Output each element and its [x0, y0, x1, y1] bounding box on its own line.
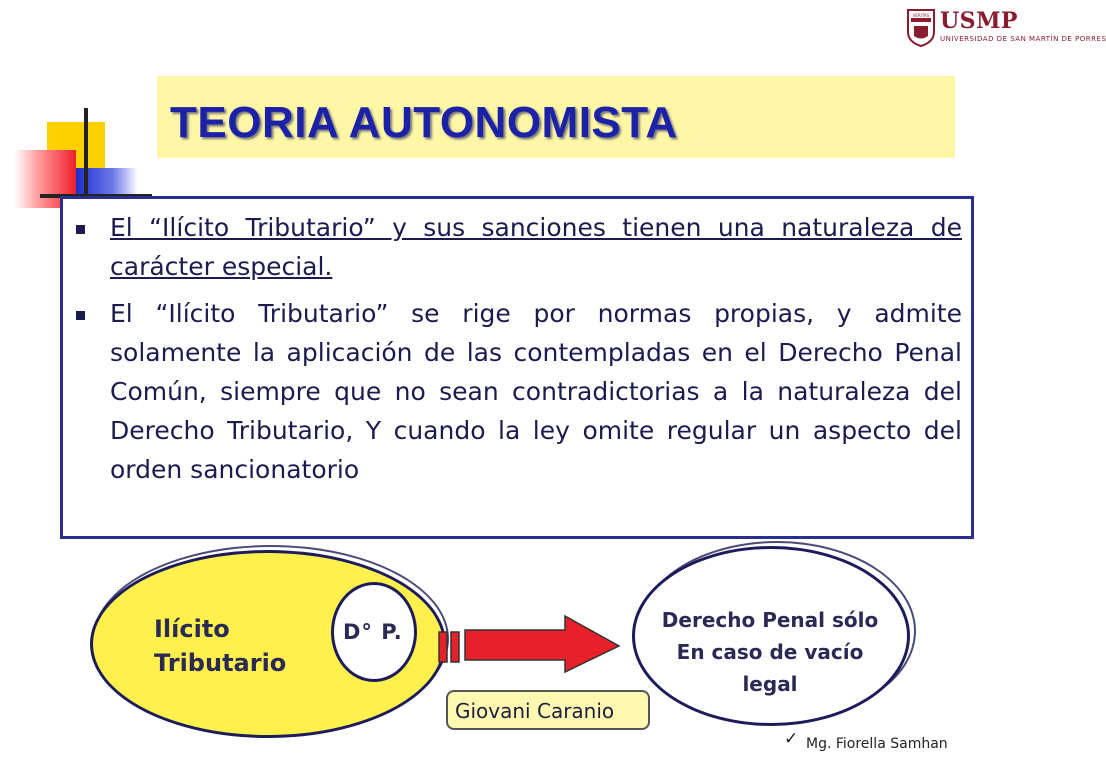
- logo-name: USMP: [940, 8, 1018, 34]
- derecho-penal-line3: legal: [742, 672, 798, 696]
- bullet-text: El “Ilícito Tributario” se rige por normas propias, y admite solamente la aplicación de las contempladas en el Derecho Penal Común, siempre que no sean contradictorias a la naturaleza del Derecho Tributario, Y cuando la ley omite regular un aspecto del orden sancionatorio: [110, 299, 962, 484]
- right-arrow-icon: [437, 614, 621, 674]
- credit-text: Mg. Fiorella Samhan: [806, 736, 948, 752]
- dp-label: D° P.: [343, 620, 403, 644]
- bullet-item: [110, 208, 962, 286]
- bullet-text: El “Ilícito Tributario” y sus sanciones tienen una naturaleza de carácter especial.: [110, 213, 962, 281]
- author-label: Giovani Caranio: [455, 699, 615, 723]
- derecho-penal-line1: Derecho Penal sólo: [661, 608, 879, 632]
- ilicito-label-line2: Tributario: [154, 649, 287, 677]
- bullet-item: [110, 294, 962, 489]
- ilicito-label: [154, 612, 286, 680]
- checkmark-icon: ✓: [784, 729, 799, 749]
- slide-title: TEORIA AUTONOMISTA: [170, 98, 678, 147]
- ilicito-label-line1: Ilícito: [154, 615, 230, 643]
- bullet-marker: [76, 225, 85, 234]
- logo-subtitle: UNIVERSIDAD DE SAN MARTÍN DE PORRES: [940, 35, 1106, 43]
- shield-text: VERITAS: [912, 13, 930, 18]
- derecho-penal-line2: En caso de vacío: [676, 640, 864, 664]
- usmp-logo: [900, 6, 1106, 50]
- derecho-penal-label: [648, 604, 892, 700]
- shield-icon: [906, 8, 936, 48]
- bullet-marker: [76, 311, 85, 320]
